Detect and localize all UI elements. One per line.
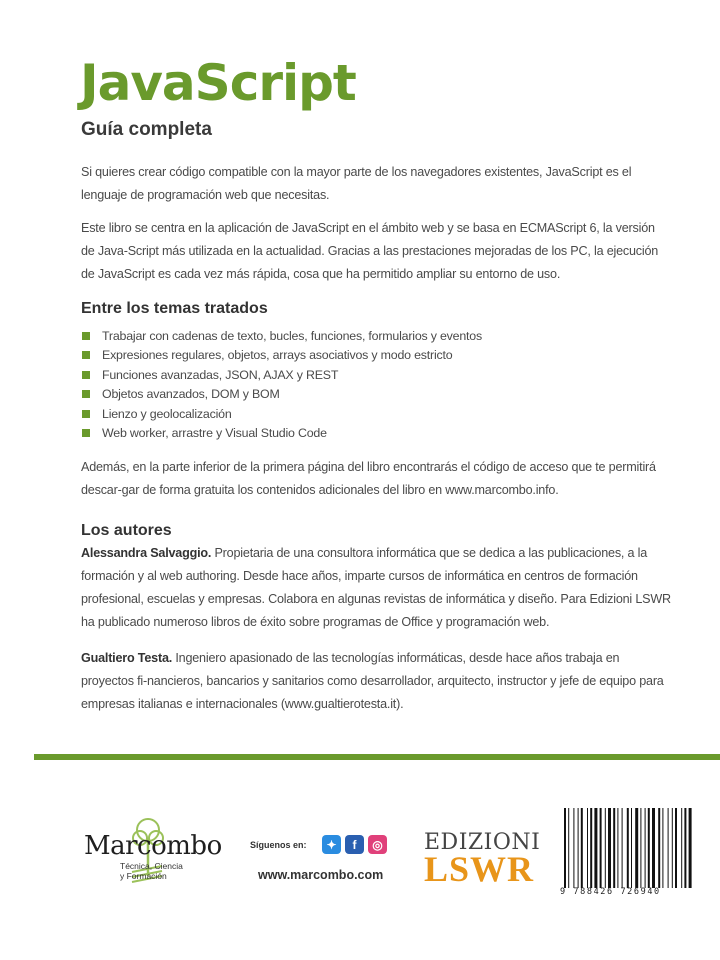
- list-item: Lienzo y geolocalización: [82, 404, 482, 424]
- follow-label: Síguenos en:: [250, 840, 307, 850]
- intro-paragraph-2: Este libro se centra en la aplicación de JavaScript en el ámbito web y se basa en ECMAScript 6, la versión de Java-Script más utilizada en la actualidad. Gracias a las prestaciones mejoradas de los PC, la ejecución de JavaScript es cada vez más rápida, cosa que ha permitido ampliar su entorno de uso.: [81, 221, 659, 281]
- list-item: Expresiones regulares, objetos, arrays asociativos y modo estricto: [82, 346, 482, 366]
- authors-heading: Los autores: [81, 522, 172, 539]
- author-2-bio: Gualtiero Testa. Ingeniero apasionado de las tecnologías informáticas, desde hace años trabaja en proyectos fi-nancieros, bancarios y sanitarios como desarrollador, arquitecto, instructor y jefe de equipo para empresas italianas e internacionales (www.gualtierotesta.it).: [81, 651, 664, 711]
- social-links: [322, 835, 387, 854]
- bullet-icon: [82, 351, 90, 359]
- publisher-logo: LSWR: [424, 849, 535, 889]
- marcombo-tagline: Técnica, Ciencia y Formación: [120, 861, 183, 881]
- list-item: Funciones avanzadas, JSON, AJAX y REST: [82, 365, 482, 385]
- book-subtitle: Guía completa: [81, 119, 212, 140]
- isbn-number: 9 788426 726940: [560, 887, 661, 897]
- instagram-icon[interactable]: ◎: [368, 835, 387, 854]
- twitter-icon[interactable]: ✦: [322, 835, 341, 854]
- facebook-icon[interactable]: f: [345, 835, 364, 854]
- marcombo-logo: [84, 816, 234, 886]
- bullet-icon: [82, 371, 90, 379]
- bullet-icon: [82, 390, 90, 398]
- bullet-icon: [82, 429, 90, 437]
- author-1-bio: Alessandra Salvaggio. Propietaria de una consultora informática que se dedica a las publicaciones, a la formación y al web authoring. Desde hace años, imparte cursos de informática en centros de formación profesional, escuelas y empresas. Colabora en algunas revistas de informática y diseño. Para Edizioni LSWR ha publicado numeroso libros de éxito sobre programas de Office y programación web.: [81, 546, 671, 629]
- extra-content-paragraph: Además, en la parte inferior de la primera página del libro encontrarás el código de acceso que te permitirá descar-gar de forma gratuita los contenidos adicionales del libro en www.marcombo.info.: [81, 460, 656, 497]
- list-item: Trabajar con cadenas de texto, bucles, funciones, formularios y eventos: [82, 326, 482, 346]
- list-item: Web worker, arrastre y Visual Studio Code: [82, 424, 482, 444]
- author-2-name: Gualtiero Testa.: [81, 651, 173, 665]
- marcombo-name: Marcombo: [84, 831, 222, 861]
- publisher-top: EDIZIONI: [424, 830, 541, 855]
- bullet-icon: [82, 410, 90, 418]
- topics-heading: Entre los temas tratados: [81, 300, 268, 317]
- author-1-name: Alessandra Salvaggio.: [81, 546, 212, 560]
- topics-list: [82, 326, 482, 443]
- intro-paragraph-1: Si quieres crear código compatible con la mayor parte de los navegadores existentes, JavaScript es el lenguaje de programación web que necesitas.: [81, 165, 632, 202]
- bullet-icon: [82, 332, 90, 340]
- barcode: [562, 808, 694, 888]
- book-title: JavaScript: [80, 54, 356, 112]
- footer: [0, 760, 720, 960]
- website-link[interactable]: www.marcombo.com: [258, 868, 384, 882]
- list-item: Objetos avanzados, DOM y BOM: [82, 385, 482, 405]
